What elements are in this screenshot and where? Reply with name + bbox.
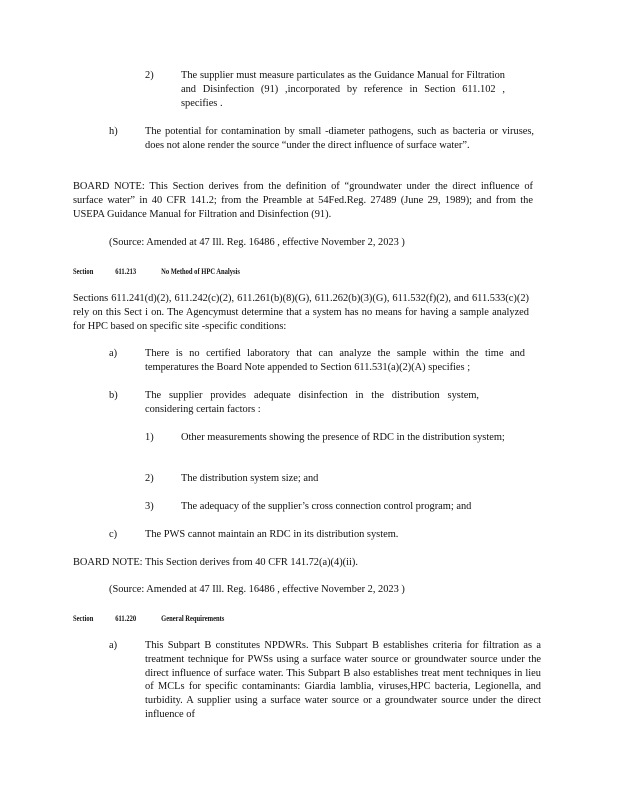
list-marker: h)	[109, 126, 118, 137]
list-item-text: The potential for contamination by small -diameter pathogens, such as bacteria or viruses, does not alone render the source “under the direct influence of surface water”.	[145, 126, 534, 151]
list-marker: b)	[109, 390, 118, 401]
list-item-text: The supplier provides adequate disinfection in the distribution system, considering certain factors :	[145, 390, 479, 415]
list-marker: 1)	[145, 432, 154, 443]
section-title: No Method of HPC Analysis	[161, 267, 240, 276]
list-marker: 3)	[145, 501, 154, 512]
source-note: (Source: Amended at 47 Ill. Reg. 16486 , effective November 2, 2023 )	[109, 584, 405, 595]
section-label: Section	[73, 267, 94, 276]
section-number: 611.213	[115, 267, 137, 276]
board-note: BOARD NOTE: This Section derives from the definition of “groundwater under the direct influence of surface water” in 40 CFR 141.2; from the Preamble at 54Fed.Reg. 27489 (June 29, 1989); and from the USEPA Guidance Manual for Filtration and Disinfection (91).	[73, 181, 533, 220]
section-heading	[73, 266, 240, 277]
section-heading	[73, 613, 224, 624]
list-item-text: There is no certified laboratory that can analyze the sample within the time and temperatures the Board Note appended to Section 611.531(a)(2)(A) specifies ;	[145, 348, 525, 373]
list-item-text: The distribution system size; and	[181, 473, 319, 484]
list-marker: c)	[109, 529, 118, 540]
list-item-text: This Subpart B constitutes NPDWRs. This Subpart B establishes criteria for filtration as a treatment technique for PWSs using a surface water source or groundwater source under the direct influence of surface water. This Subpart B also establishes treat ment techniques in lieu of MCLs for specific contaminants: Giardia lamblia, viruses,HPC bacteria, Legionella, and turbidity. A supplier using a surface water source or a groundwater source under the direct influence of	[145, 640, 541, 720]
list-marker: 2)	[145, 70, 154, 81]
list-marker: a)	[109, 640, 118, 651]
board-note: BOARD NOTE: This Section derives from 40 CFR 141.72(a)(4)(ii).	[73, 557, 358, 568]
list-item-text: Other measurements showing the presence of RDC in the distribution system;	[181, 432, 505, 443]
list-marker: a)	[109, 348, 118, 359]
list-marker: 2)	[145, 473, 154, 484]
section-number: 611.220	[115, 614, 137, 623]
list-item-text: The adequacy of the supplier’s cross connection control program; and	[181, 501, 472, 512]
source-note: (Source: Amended at 47 Ill. Reg. 16486 , effective November 2, 2023 )	[109, 237, 405, 248]
section-label: Section	[73, 614, 94, 623]
section-title: General Requirements	[161, 614, 225, 623]
section-intro: Sections 611.241(d)(2), 611.242(c)(2), 611.261(b)(8)(G), 611.262(b)(3)(G), 611.532(f)(2), and 611.533(c)(2) rely on this Sect i on. The Agencymust determine that a system has no means for having a sample analyzed for HPC based on specific site -specific conditions:	[73, 293, 529, 332]
list-item-text: The PWS cannot maintain an RDC in its distribution system.	[145, 529, 399, 540]
list-item-text: The supplier must measure particulates as the Guidance Manual for Filtration and Disinfection (91) ,incorporated by reference in Section 611.102 , specifies .	[181, 70, 505, 109]
